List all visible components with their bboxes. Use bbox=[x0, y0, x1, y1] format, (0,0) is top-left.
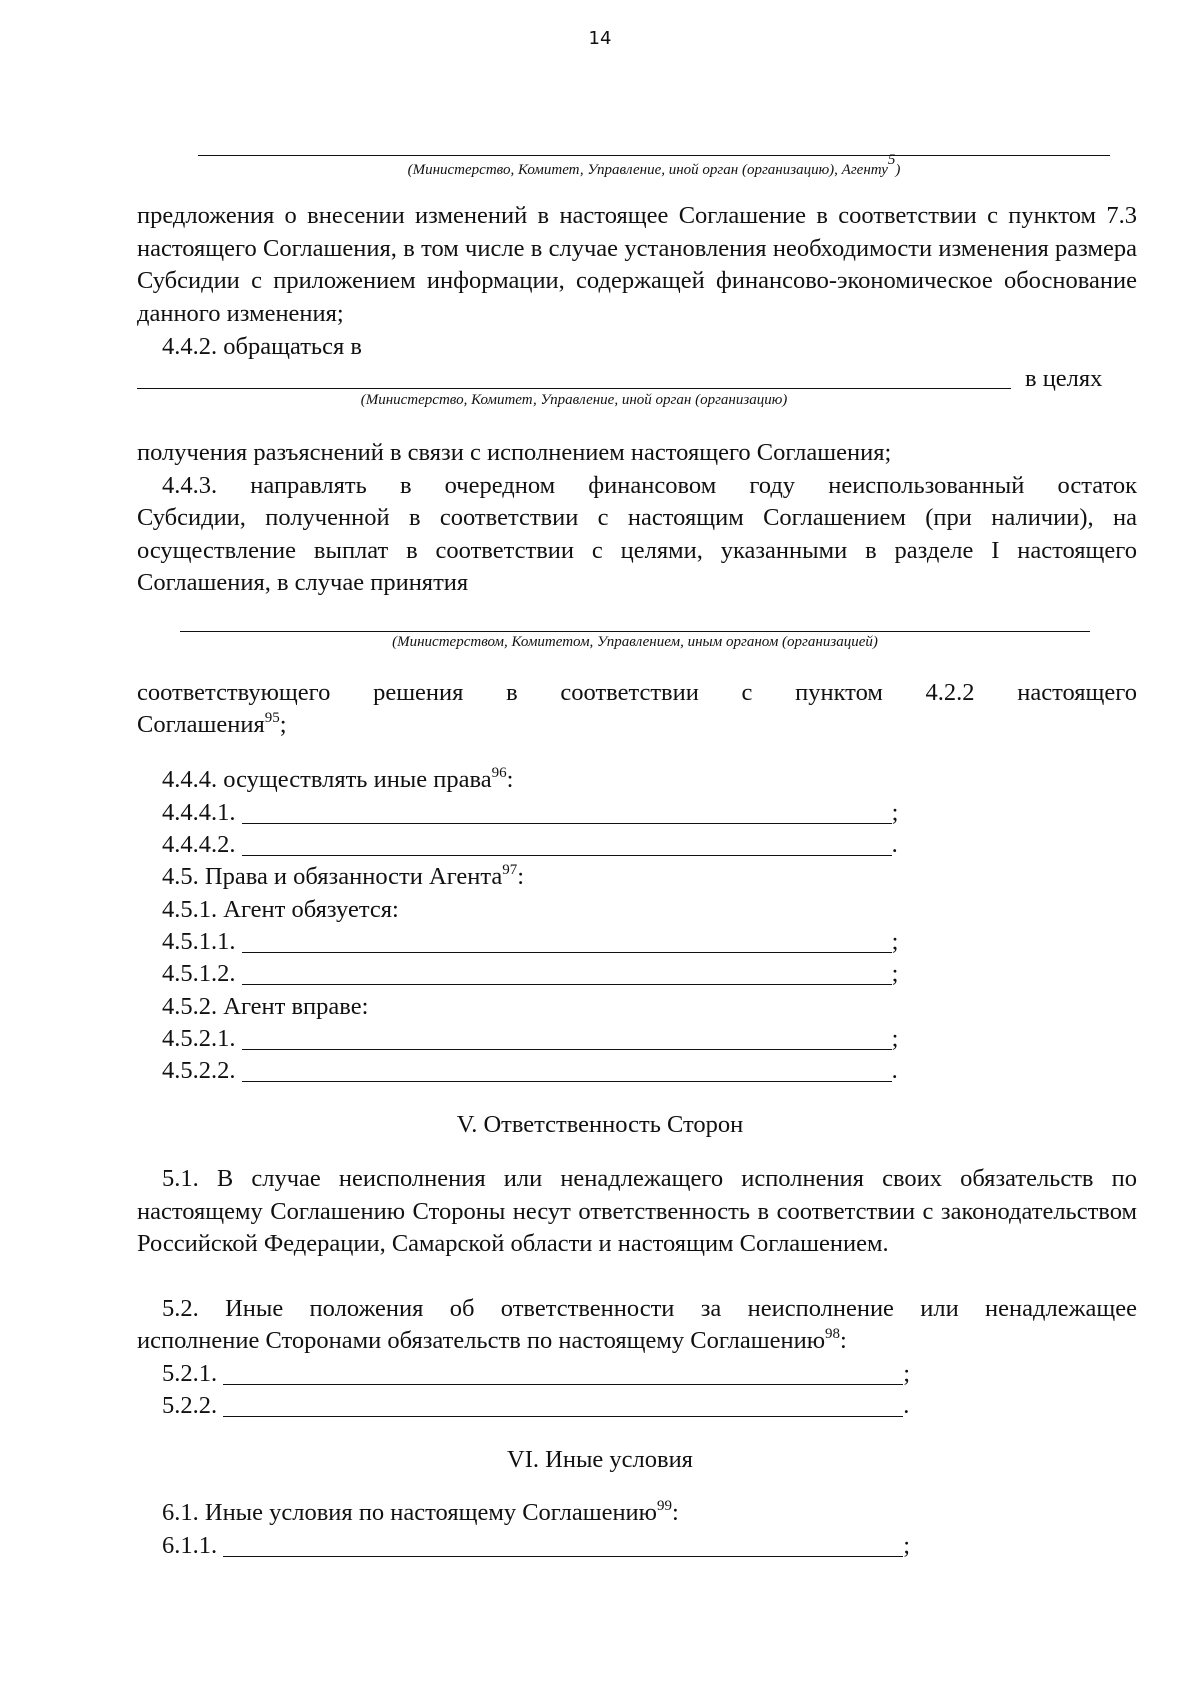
clause-6-1 bbox=[162, 1497, 679, 1529]
clause-5-2-second-line bbox=[137, 1325, 847, 1357]
footnote-ref-98: 98 bbox=[825, 1326, 841, 1342]
page-number: 14 bbox=[588, 28, 612, 49]
paragraph-decision-line2 bbox=[137, 709, 287, 741]
clause-number: 6.1.1. bbox=[162, 1532, 218, 1559]
clause-5-2-text: исполнение Сторонами обязательств по настоящему Соглашению bbox=[137, 1327, 826, 1354]
period: . bbox=[903, 1392, 910, 1419]
clause-4-5-1: 4.5.1. Агент обязуется: bbox=[162, 896, 399, 923]
blank-line-4-4-3 bbox=[180, 631, 1090, 632]
footnote-ref-96: 96 bbox=[491, 765, 507, 781]
blank-line-4-4-2 bbox=[137, 388, 1011, 389]
colon: : bbox=[671, 1499, 679, 1526]
clause-4-4-3-first-line: 4.4.3. направлять в очередном финансовом году неиспользованный остаток bbox=[162, 472, 1137, 499]
clause-5-2-2 bbox=[162, 1390, 909, 1422]
clause-6-1-text: 6.1. Иные условия по настоящему Соглашению bbox=[162, 1499, 657, 1526]
semicolon: ; bbox=[903, 1532, 911, 1559]
clause-5-2-first-line: 5.2. Иные положения об ответственности за неисполнение или ненадлежащее bbox=[162, 1295, 1137, 1322]
clause-number: 4.5.2.1. bbox=[162, 1025, 236, 1052]
blank-field bbox=[242, 960, 892, 985]
clause-4-4-4 bbox=[162, 764, 513, 796]
blank-field bbox=[223, 1360, 903, 1385]
blank-caption-4-4-2: (Министерство, Комитет, Управление, иной орган (организацию) bbox=[360, 392, 788, 408]
semicolon: ; bbox=[903, 1360, 911, 1387]
clause-4-5-2-1 bbox=[162, 1023, 898, 1055]
clause-number: 4.5.2.2. bbox=[162, 1057, 236, 1084]
footnote-ref-5: 5 bbox=[887, 152, 896, 168]
clause-number: 5.2.1. bbox=[162, 1360, 218, 1387]
clause-4-4-4-1 bbox=[162, 797, 898, 829]
semicolon: ; bbox=[279, 711, 287, 738]
semicolon: ; bbox=[891, 1025, 899, 1052]
footnote-ref-99: 99 bbox=[656, 1498, 672, 1514]
in-order-to-text: в целях bbox=[1025, 365, 1103, 392]
clause-4-5-1-1 bbox=[162, 926, 898, 958]
agreement-word: Соглашения bbox=[137, 711, 265, 738]
semicolon: ; bbox=[891, 960, 899, 987]
colon: : bbox=[517, 863, 525, 890]
clause-number: 4.4.4.2. bbox=[162, 831, 236, 858]
section-6-heading: VI. Иные условия bbox=[507, 1446, 693, 1473]
top-caption-close: ) bbox=[895, 162, 901, 178]
clause-4-5-2-2 bbox=[162, 1055, 898, 1087]
clause-6-1-1 bbox=[162, 1530, 910, 1562]
clause-4-5-1-2 bbox=[162, 958, 898, 990]
semicolon: ; bbox=[891, 928, 899, 955]
blank-field bbox=[242, 928, 892, 953]
clause-4-4-3-text: Субсидии, полученной в соответствии с настоящим Соглашением (при наличии), на осуществление выплат в соответствии с целями, указанными в разделе I настоящего Соглашения, в случае принятия bbox=[137, 504, 1137, 596]
semicolon: ; bbox=[891, 799, 899, 826]
paragraph-decision-line1: соответствующего решения в соответствии с пунктом 4.2.2 настоящего bbox=[137, 679, 1137, 706]
blank-field bbox=[242, 1057, 892, 1082]
footnote-ref-95: 95 bbox=[264, 710, 280, 726]
clause-number: 4.5.1.2. bbox=[162, 960, 236, 987]
paragraph-amendments: предложения о внесении изменений в настоящее Соглашение в соответствии с пунктом 7.3 настоящего Соглашения, в том числе в случае установления необходимости изменения размера Субсидии с приложением информации, содержащей финансово-экономическое обоснование данного изменения; bbox=[137, 202, 1137, 327]
top-caption-text: (Министерство, Комитет, Управление, иной орган (организацию), Агенту bbox=[407, 162, 888, 178]
clause-4-5-2: 4.5.2. Агент вправе: bbox=[162, 993, 369, 1020]
clause-4-4-4-2 bbox=[162, 829, 898, 861]
clause-number: 4.4.4.1. bbox=[162, 799, 236, 826]
period: . bbox=[891, 831, 898, 858]
clause-4-5-text: 4.5. Права и обязанности Агента bbox=[162, 863, 503, 890]
blank-field bbox=[223, 1392, 903, 1417]
top-blank-caption bbox=[198, 152, 1110, 179]
clause-4-5 bbox=[162, 861, 524, 893]
footnote-ref-97: 97 bbox=[502, 862, 518, 878]
blank-field bbox=[242, 1025, 892, 1050]
paragraph-clarifications: получения разъяснений в связи с исполнением настоящего Соглашения; bbox=[137, 439, 892, 466]
blank-field bbox=[242, 831, 892, 856]
blank-field bbox=[242, 799, 892, 824]
colon: : bbox=[506, 766, 514, 793]
colon: : bbox=[840, 1327, 847, 1354]
blank-field bbox=[223, 1532, 903, 1557]
clause-number: 4.5.1.1. bbox=[162, 928, 236, 955]
clause-number: 5.2.2. bbox=[162, 1392, 218, 1419]
blank-caption-4-4-3: (Министерством, Комитетом, Управлением, иным органом (организацией) bbox=[392, 634, 878, 650]
clause-4-4-2: 4.4.2. обращаться в bbox=[162, 333, 362, 360]
clause-4-4-4-text: 4.4.4. осуществлять иные права bbox=[162, 766, 492, 793]
top-blank-line bbox=[198, 155, 1110, 156]
period: . bbox=[891, 1057, 898, 1084]
clause-5-1: 5.1. В случае неисполнения или ненадлежащего исполнения своих обязательств по настоящему Соглашению Стороны несут ответственность в соответствии с законодательством Российской Федерации, Самарской области и настоящим Соглашением. bbox=[137, 1165, 1137, 1257]
section-5-heading: V. Ответственность Сторон bbox=[456, 1111, 744, 1138]
clause-5-2-1 bbox=[162, 1358, 910, 1390]
